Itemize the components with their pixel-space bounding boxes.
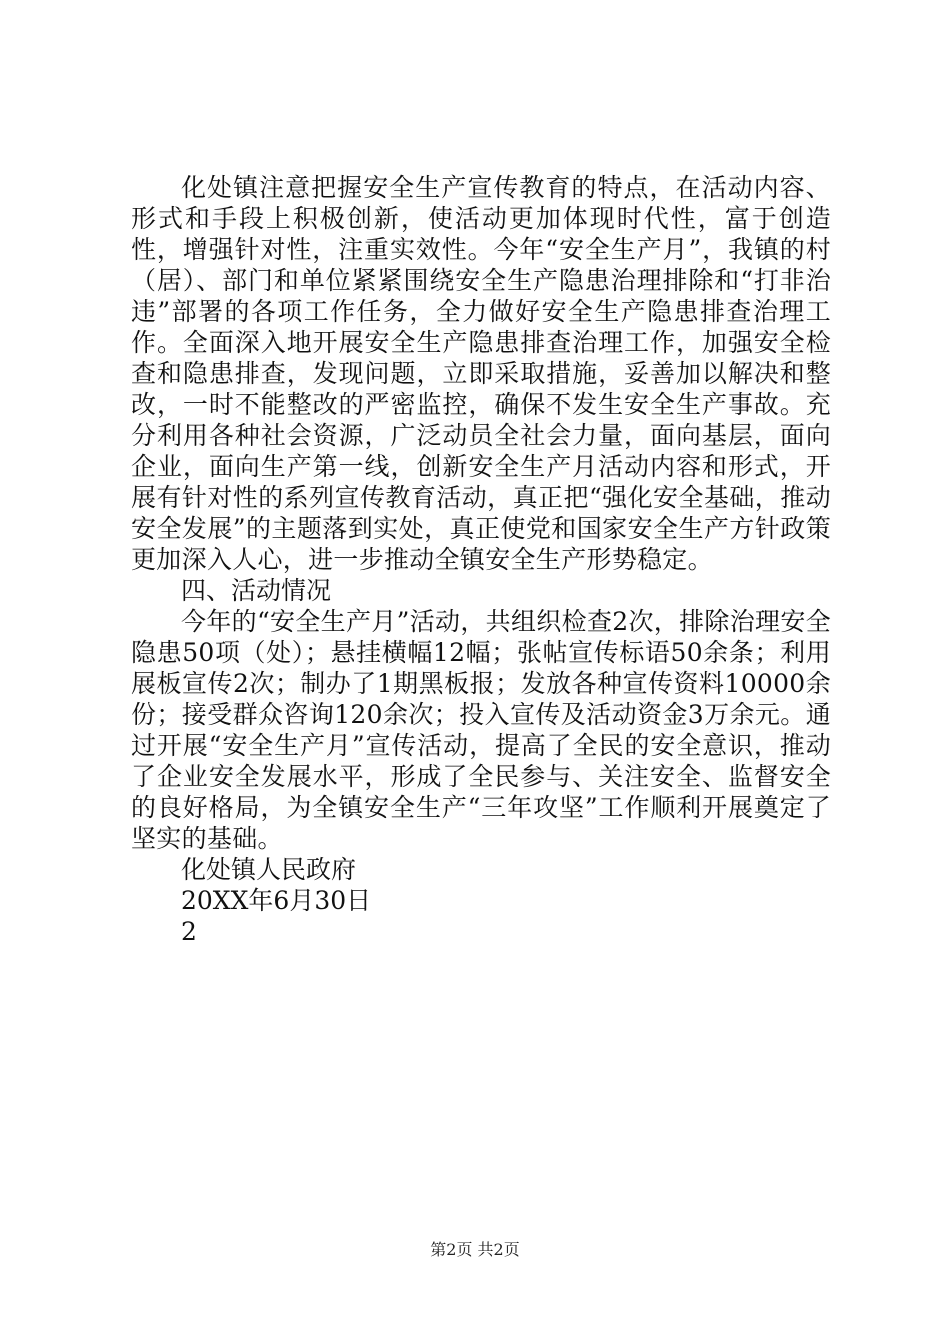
document-body	[131, 172, 831, 947]
signature: 化处镇人民政府	[181, 855, 357, 884]
section-heading: 四、活动情况	[181, 576, 332, 605]
page-footer: 第2页 共2页	[430, 1240, 520, 1259]
body-paragraph: 化处镇注意把握安全生产宣传教育的特点，在活动内容、形式和手段上积极创新，使活动更加体现时代性，富于创造性，增强针对性，注重实效性。今年“安全生产月”，我镇的村（居）、部门和单位紧紧围绕安全生产隐患治理排除和“打非治违”部署的各项工作任务，全力做好安全生产隐患排查治理工作。全面深入地开展安全生产隐患排查治理工作，加强安全检查和隐患排查，发现问题，立即采取措施，妥善加以解决和整改，一时不能整改的严密监控，确保不发生安全生产事故。充分利用各种社会资源，广泛动员全社会力量，面向基层，面向企业，面向生产第一线，创新安全生产月活动内容和形式，开展有针对性的系列宣传教育活动，真正把“强化安全基础，推动安全发展”的主题落到实处，真正使党和国家安全生产方针政策更加深入人心，进一步推动全镇安全生产形势稳定。	[131, 173, 831, 574]
date-line: 20XX年6月30日	[181, 886, 372, 915]
activity-paragraph: 今年的“安全生产月”活动，共组织检查2次，排除治理安全隐患50项（处）；悬挂横幅12幅；张帖宣传标语50余条；利用展板宣传2次；制办了1期黑板报；发放各种宣传资料10000余份；接受群众咨询120余次；投入宣传及活动资金3万余元。通过开展“安全生产月”宣传活动，提高了全民的安全意识，推动了企业安全发展水平，形成了全民参与、关注安全、监督安全的良好格局，为全镇安全生产“三年攻坚”工作顺利开展奠定了坚实的基础。	[131, 607, 831, 853]
page-marker: 2	[181, 917, 197, 946]
